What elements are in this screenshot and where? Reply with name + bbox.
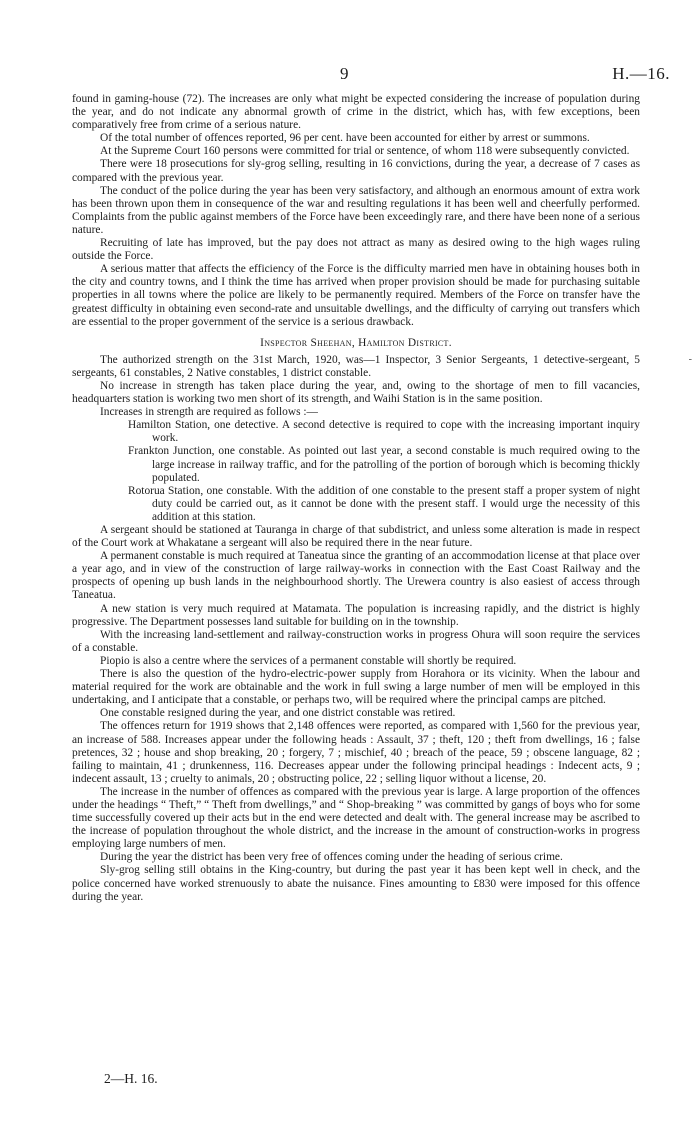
paragraph: Recruiting of late has improved, but the pay does not attract as many as desired owing to the high wages ruling outside the Force. bbox=[72, 237, 640, 263]
paragraph: One constable resigned during the year, and one district constable was retired. bbox=[100, 707, 456, 720]
paragraph: With the increasing land-settlement and railway-construction works in progress Ohura will soon require the services of a constable. bbox=[72, 628, 640, 654]
paragraph: A permanent constable is much required at Taneatua since the granting of an accommodation license at that place over a year ago, and in view of the construction of large railway-works in connection with the East Coast Railway and the prospects of opening up bush lands in the neighbourhood shortly. The Urewera country is also easiest of access through Taneatua. bbox=[72, 550, 640, 602]
paragraph: Sly-grog selling still obtains in the King-country, but during the past year it has been kept well in check, and the police concerned have worked strenuously to abate the nuisance. Fines amounting to £830 were imposed for this offence during the year. bbox=[72, 864, 640, 903]
paragraph: There were 18 prosecutions for sly-grog selling, resulting in 16 convictions, during the year, a decrease of 7 cases as compared with the previous year. bbox=[72, 158, 640, 184]
footer-signature: 2—H. 16. bbox=[104, 1071, 158, 1086]
paragraph: A sergeant should be stationed at Tauranga in charge of that subdistrict, and unless some alteration is made in respect of the Court work at Whakatane a sergeant will also be required there in the near future. bbox=[72, 524, 640, 550]
text-column bbox=[72, 93, 640, 904]
paragraph: During the year the district has been very free of offences coming under the heading of serious crime. bbox=[100, 851, 563, 864]
requirements-list bbox=[72, 419, 640, 524]
paragraph: A serious matter that affects the efficiency of the Force is the difficulty married men have in obtaining houses both in the city and country towns, and I think the time has arrived when proper provision should be made for purchasing suitable properties in all towns where the police are likely to be permanently required. Members of the Force on transfer have the greatest difficulty in obtaining even second-rate and unsuitable dwellings, and the difficulty of carrying out transfers which are essential to the proper government of the service is a serious drawback. bbox=[72, 263, 640, 328]
page-reference: H.—16. bbox=[612, 64, 670, 83]
paragraph: The increase in the number of offences as compared with the previous year is large. A large proportion of the offences under the headings “ Theft,” “ Theft from dwellings,” and “ Shop-breaking ” was committed by gangs of boys who for some time successfully covered up their acts but in the end were detected and dealt with. The general increase may be ascribed to the increase of population throughout the whole district, and the increase in the amount of construction-works in progress employing large numbers of men. bbox=[72, 785, 640, 851]
paragraph: Increases in strength are required as follows :— bbox=[100, 406, 318, 419]
paragraph: Piopio is also a centre where the services of a permanent constable will shortly be required. bbox=[100, 654, 517, 667]
paragraph: The offences return for 1919 shows that 2,148 offences were reported, as compared with 1,560 for the previous year, an increase of 588. Increases appear under the following heads : Assault, 37 ; theft, 120 ; theft from dwellings, 16 ; false pretences, 32 ; house and shop breaking, 20 ; forgery, 7 ; mischief, 40 ; breach of the peace, 59 ; obscene language, 82 ; failing to maintain, 41 ; drunkenness, 116. Decreases appear under the following principal headings : Indecent acts, 9 ; indecent assault, 13 ; cruelty to animals, 20 ; obstructing police, 22 ; selling liquor without a license, 20. bbox=[72, 720, 640, 785]
margin-mark: - bbox=[688, 354, 692, 365]
list-item: Rotorua Station, one constable. With the addition of one constable to the present staff a proper system of night duty could be carried out, as it cannot be done with the present staff. I would urge the necessity of this addition at this station. bbox=[128, 484, 640, 523]
document-body bbox=[72, 93, 640, 904]
list-item: Hamilton Station, one detective. A second detective is required to cope with the increasing important inquiry work. bbox=[128, 419, 640, 445]
paragraph: The conduct of the police during the year has been very satisfactory, and although an enormous amount of extra work has been thrown upon them in consequence of the war and resulting regulations it has been well and cheerfully performed. Complaints from the public against members of the Force have been exceedingly rare, and there have been none of a serious nature. bbox=[72, 184, 640, 236]
section-heading: Inspector Sheehan, Hamilton District. bbox=[260, 336, 452, 349]
paragraph: found in gaming-house (72). The increases are only what might be expected considering the increase of population during the year, and do not indicate any abnormal growth of crime in the district, which has, with few exceptions, been comparatively free from crime of a serious nature. bbox=[72, 93, 640, 132]
paragraph: The authorized strength on the 31st March, 1920, was—1 Inspector, 3 Senior Sergeants, 1 detective-sergeant, 5 sergeants, 61 constables, 2 Native constables, 1 district constable. bbox=[72, 353, 640, 379]
paragraph: There is also the question of the hydro-electric-power supply from Horahora or its vicinity. When the labour and material required for the work are obtainable and the work in full swing a large number of men will be employed in this undertaking, and I anticipate that a constable, or perhaps two, will be required where the principal camps are pitched. bbox=[72, 668, 640, 707]
paragraph: No increase in strength has taken place during the year, and, owing to the shortage of men to fill vacancies, headquarters station is working two men short of its strength, and Waihi Station is in the same position. bbox=[72, 379, 640, 406]
page-number: 9 bbox=[340, 64, 349, 83]
paragraph: A new station is very much required at Matamata. The population is increasing rapidly, and the district is highly progressive. The Department possesses land suitable for building on in the township. bbox=[72, 602, 640, 628]
list-item: Frankton Junction, one constable. As pointed out last year, a second constable is much required owing to the large increase in railway traffic, and for the patrolling of the portion of borough which is becoming thickly populated. bbox=[128, 445, 640, 484]
paragraph: At the Supreme Court 160 persons were committed for trial or sentence, of whom 118 were subsequently convicted. bbox=[100, 145, 630, 158]
paragraph: Of the total number of offences reported, 96 per cent. have been accounted for either by arrest or summons. bbox=[100, 132, 590, 145]
